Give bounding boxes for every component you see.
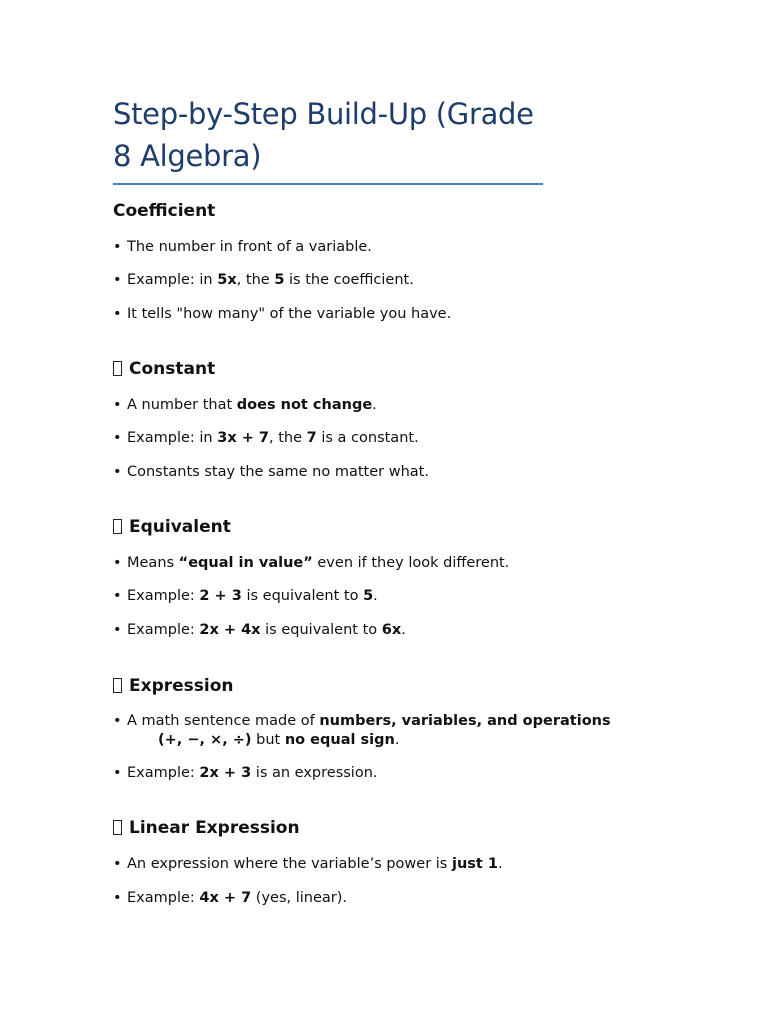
list-item: • Example: 2 + 3 is equivalent to 5. <box>113 588 378 604</box>
section-expression <box>113 675 655 781</box>
list-item: • Example: 2x + 3 is an expression. <box>113 765 378 781</box>
section-heading-text: Constant <box>129 359 216 379</box>
section-heading-text: Equivalent <box>129 517 231 537</box>
section-coefficient <box>113 200 655 322</box>
missing-glyph-icon <box>113 519 122 534</box>
list-item: • Means “equal in value” even if they look different. <box>113 555 510 571</box>
section-heading-text: Expression <box>129 676 234 696</box>
section-constant <box>113 358 655 480</box>
document-page <box>113 93 655 906</box>
section-heading <box>113 516 655 538</box>
section-heading-text: Linear Expression <box>129 818 300 838</box>
list-item: • It tells "how many" of the variable you have. <box>113 306 452 322</box>
section-equivalent <box>113 516 655 638</box>
list-item: • Example: 2x + 4x is equivalent to 6x. <box>113 622 406 638</box>
list-item: • Example: in 3x + 7, the 7 is a constant. <box>113 430 419 446</box>
list-item: • Example: 4x + 7 (yes, linear). <box>113 890 348 906</box>
section-heading <box>113 358 655 380</box>
missing-glyph-icon <box>113 361 122 376</box>
section-linear-expression <box>113 817 655 906</box>
section-heading <box>113 200 655 222</box>
list-item: • A math sentence made of numbers, variables, and operations (+, −, ×, ÷) but no equal sign. <box>113 713 611 748</box>
missing-glyph-icon <box>113 820 122 835</box>
list-item: • Constants stay the same no matter what. <box>113 464 429 480</box>
section-heading-text: Coefficient <box>113 201 216 221</box>
section-heading <box>113 675 655 697</box>
list-item: • A number that does not change. <box>113 397 377 413</box>
document-title: Step-by-Step Build-Up (Grade 8 Algebra) <box>113 93 543 185</box>
list-item: • The number in front of a variable. <box>113 239 372 255</box>
list-item: • Example: in 5x, the 5 is the coefficient. <box>113 272 414 288</box>
section-heading <box>113 817 655 839</box>
list-item: • An expression where the variable’s power is just 1. <box>113 856 503 872</box>
missing-glyph-icon <box>113 678 122 693</box>
